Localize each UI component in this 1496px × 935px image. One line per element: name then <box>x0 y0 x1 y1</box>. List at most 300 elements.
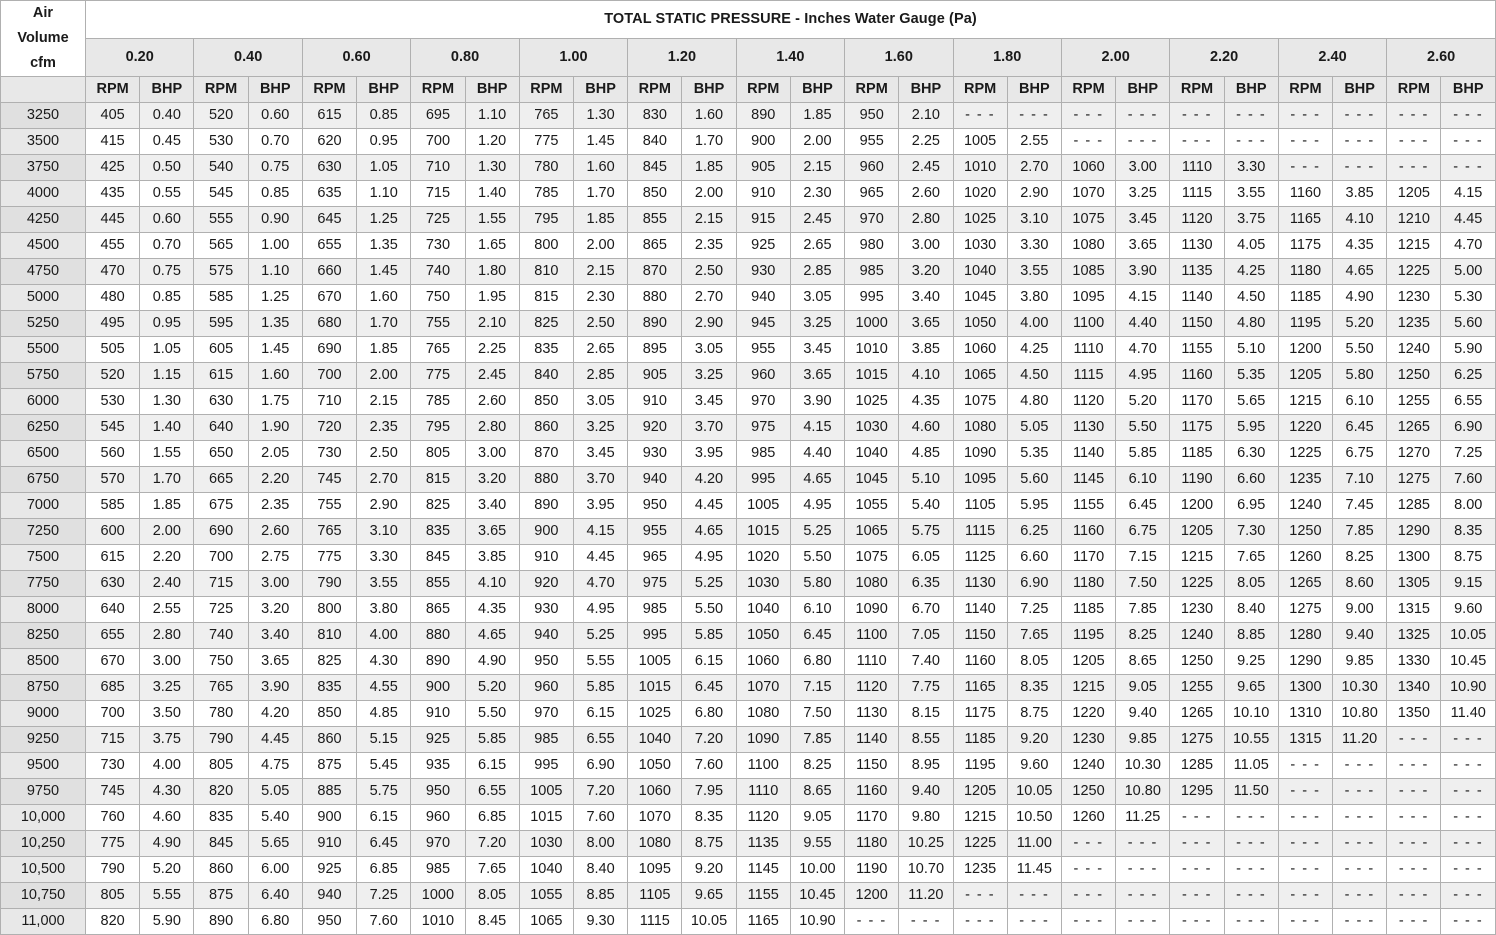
cell-rpm-6: 995 <box>736 467 790 493</box>
cell-rpm-7: 995 <box>845 285 899 311</box>
cell-bhp-7: 2.10 <box>899 103 953 129</box>
cell-rpm-4: 860 <box>519 415 573 441</box>
cell-bhp-8: 3.80 <box>1007 285 1061 311</box>
cell-bhp-1: 3.65 <box>248 649 302 675</box>
cell-rpm-0: 745 <box>86 779 140 805</box>
cell-rpm-6: 1090 <box>736 727 790 753</box>
cell-bhp-0: 2.40 <box>140 571 194 597</box>
air-volume-label-line1: Air <box>32 5 54 21</box>
cell-rpm-8: 1020 <box>953 181 1007 207</box>
cell-bhp-11: 5.20 <box>1333 311 1387 337</box>
cell-rpm-1: 545 <box>194 181 248 207</box>
cell-air-volume: 5750 <box>1 363 86 389</box>
cell-bhp-7: 4.35 <box>899 389 953 415</box>
cell-rpm-9: - - - <box>1061 883 1115 909</box>
cell-rpm-8: 1115 <box>953 519 1007 545</box>
cell-rpm-12: - - - <box>1387 155 1441 181</box>
cell-bhp-5: 8.75 <box>682 831 736 857</box>
cell-bhp-0: 2.20 <box>140 545 194 571</box>
cell-bhp-9: 9.05 <box>1116 675 1170 701</box>
cell-bhp-3: 2.80 <box>465 415 519 441</box>
cell-bhp-11: - - - <box>1333 779 1387 805</box>
cell-bhp-7: 8.15 <box>899 701 953 727</box>
cell-bhp-1: 3.00 <box>248 571 302 597</box>
cell-rpm-4: 810 <box>519 259 573 285</box>
cell-rpm-1: 650 <box>194 441 248 467</box>
cell-rpm-2: 700 <box>302 363 356 389</box>
cell-bhp-5: 1.85 <box>682 155 736 181</box>
cell-rpm-8: 1075 <box>953 389 1007 415</box>
cell-rpm-0: 790 <box>86 857 140 883</box>
cell-rpm-11: - - - <box>1278 155 1332 181</box>
cell-rpm-8: 1185 <box>953 727 1007 753</box>
rpm-subheader-9: RPM <box>1061 77 1115 103</box>
cell-rpm-5: 850 <box>628 181 682 207</box>
cell-bhp-7: 6.70 <box>899 597 953 623</box>
cell-bhp-12: 5.00 <box>1441 259 1496 285</box>
cell-bhp-1: 5.65 <box>248 831 302 857</box>
cell-rpm-7: 1170 <box>845 805 899 831</box>
cell-rpm-2: 755 <box>302 493 356 519</box>
cell-bhp-11: 5.50 <box>1333 337 1387 363</box>
cell-bhp-7: 3.40 <box>899 285 953 311</box>
cell-rpm-1: 750 <box>194 649 248 675</box>
cell-rpm-3: 775 <box>411 363 465 389</box>
cell-rpm-3: 815 <box>411 467 465 493</box>
cell-bhp-6: 4.95 <box>790 493 844 519</box>
cell-bhp-7: 7.75 <box>899 675 953 701</box>
cell-rpm-7: 1090 <box>845 597 899 623</box>
cell-bhp-6: 5.80 <box>790 571 844 597</box>
cell-bhp-7: 8.55 <box>899 727 953 753</box>
cell-rpm-4: 960 <box>519 675 573 701</box>
cell-bhp-12: - - - <box>1441 909 1496 935</box>
cell-rpm-12: 1240 <box>1387 337 1441 363</box>
cell-bhp-2: 1.70 <box>357 311 411 337</box>
cell-rpm-5: 840 <box>628 129 682 155</box>
cell-rpm-3: 985 <box>411 857 465 883</box>
cell-air-volume: 5250 <box>1 311 86 337</box>
cell-bhp-12: - - - <box>1441 103 1496 129</box>
cell-bhp-3: 5.50 <box>465 701 519 727</box>
cell-bhp-0: 0.75 <box>140 259 194 285</box>
cell-rpm-8: 1125 <box>953 545 1007 571</box>
cell-rpm-11: 1315 <box>1278 727 1332 753</box>
cell-bhp-1: 1.45 <box>248 337 302 363</box>
cell-bhp-3: 3.40 <box>465 493 519 519</box>
cell-bhp-8: 11.00 <box>1007 831 1061 857</box>
cell-bhp-4: 3.70 <box>573 467 627 493</box>
cell-bhp-0: 0.85 <box>140 285 194 311</box>
cell-rpm-12: 1325 <box>1387 623 1441 649</box>
cell-bhp-11: 6.10 <box>1333 389 1387 415</box>
cell-rpm-9: 1075 <box>1061 207 1115 233</box>
cell-rpm-8: 1080 <box>953 415 1007 441</box>
cell-bhp-2: 2.90 <box>357 493 411 519</box>
cell-bhp-0: 1.55 <box>140 441 194 467</box>
cell-rpm-11: - - - <box>1278 779 1332 805</box>
cell-air-volume: 6500 <box>1 441 86 467</box>
cell-rpm-10: - - - <box>1170 103 1224 129</box>
cell-rpm-0: 570 <box>86 467 140 493</box>
cell-air-volume: 8750 <box>1 675 86 701</box>
table-row <box>1 649 1496 675</box>
cell-bhp-1: 0.60 <box>248 103 302 129</box>
cell-rpm-2: 630 <box>302 155 356 181</box>
cell-bhp-3: 8.05 <box>465 883 519 909</box>
cell-rpm-0: 585 <box>86 493 140 519</box>
table-row <box>1 805 1496 831</box>
cell-rpm-4: 815 <box>519 285 573 311</box>
cell-rpm-12: - - - <box>1387 727 1441 753</box>
cell-bhp-7: 3.65 <box>899 311 953 337</box>
cell-rpm-2: 810 <box>302 623 356 649</box>
cell-bhp-11: 3.85 <box>1333 181 1387 207</box>
cell-bhp-9: - - - <box>1116 103 1170 129</box>
cell-rpm-8: 1140 <box>953 597 1007 623</box>
cell-bhp-4: 2.00 <box>573 233 627 259</box>
cell-rpm-8: 1150 <box>953 623 1007 649</box>
cell-bhp-7: 4.85 <box>899 441 953 467</box>
cell-rpm-6: 960 <box>736 363 790 389</box>
cell-rpm-8: 1090 <box>953 441 1007 467</box>
cell-rpm-11: 1220 <box>1278 415 1332 441</box>
cell-rpm-2: 900 <box>302 805 356 831</box>
cell-air-volume: 5000 <box>1 285 86 311</box>
cell-bhp-5: 5.25 <box>682 571 736 597</box>
cell-bhp-5: 9.65 <box>682 883 736 909</box>
table-row <box>1 441 1496 467</box>
cell-bhp-0: 0.70 <box>140 233 194 259</box>
cell-bhp-11: 4.10 <box>1333 207 1387 233</box>
rpm-subheader-12: RPM <box>1387 77 1441 103</box>
cell-bhp-2: 1.60 <box>357 285 411 311</box>
cell-bhp-5: 7.60 <box>682 753 736 779</box>
cell-rpm-4: 785 <box>519 181 573 207</box>
cell-rpm-1: 715 <box>194 571 248 597</box>
cell-bhp-2: 4.30 <box>357 649 411 675</box>
cell-rpm-6: 925 <box>736 233 790 259</box>
cell-bhp-10: - - - <box>1224 129 1278 155</box>
cell-bhp-6: 5.50 <box>790 545 844 571</box>
cell-bhp-3: 1.40 <box>465 181 519 207</box>
cell-rpm-9: 1155 <box>1061 493 1115 519</box>
cell-bhp-4: 4.95 <box>573 597 627 623</box>
cell-air-volume: 9500 <box>1 753 86 779</box>
cell-rpm-12: - - - <box>1387 857 1441 883</box>
cell-rpm-4: 985 <box>519 727 573 753</box>
cell-bhp-10: - - - <box>1224 909 1278 935</box>
cell-rpm-7: 1130 <box>845 701 899 727</box>
cell-rpm-10: - - - <box>1170 805 1224 831</box>
cell-rpm-9: 1215 <box>1061 675 1115 701</box>
cell-bhp-12: 6.25 <box>1441 363 1496 389</box>
cell-bhp-7: 6.35 <box>899 571 953 597</box>
cell-rpm-0: 480 <box>86 285 140 311</box>
cell-rpm-4: 870 <box>519 441 573 467</box>
cell-rpm-7: 1200 <box>845 883 899 909</box>
cell-bhp-8: 5.60 <box>1007 467 1061 493</box>
cell-bhp-10: 7.65 <box>1224 545 1278 571</box>
cell-air-volume: 10,000 <box>1 805 86 831</box>
cell-bhp-1: 1.60 <box>248 363 302 389</box>
cell-rpm-12: - - - <box>1387 805 1441 831</box>
cell-bhp-11: 4.35 <box>1333 233 1387 259</box>
cell-bhp-2: 1.85 <box>357 337 411 363</box>
cell-rpm-11: 1235 <box>1278 467 1332 493</box>
cell-bhp-0: 0.60 <box>140 207 194 233</box>
cell-rpm-3: 855 <box>411 571 465 597</box>
cell-rpm-4: 930 <box>519 597 573 623</box>
cell-bhp-3: 6.15 <box>465 753 519 779</box>
cell-rpm-0: 560 <box>86 441 140 467</box>
cell-bhp-10: 6.95 <box>1224 493 1278 519</box>
cell-rpm-4: 840 <box>519 363 573 389</box>
cell-rpm-9: - - - <box>1061 857 1115 883</box>
cell-air-volume: 7500 <box>1 545 86 571</box>
cell-rpm-11: 1160 <box>1278 181 1332 207</box>
cell-rpm-3: 960 <box>411 805 465 831</box>
cell-rpm-5: 1105 <box>628 883 682 909</box>
cell-rpm-7: 1100 <box>845 623 899 649</box>
cell-bhp-0: 0.50 <box>140 155 194 181</box>
cell-bhp-0: 0.55 <box>140 181 194 207</box>
cell-bhp-9: 11.25 <box>1116 805 1170 831</box>
cell-rpm-1: 690 <box>194 519 248 545</box>
cell-rpm-11: 1195 <box>1278 311 1332 337</box>
cell-rpm-9: 1220 <box>1061 701 1115 727</box>
cell-rpm-6: 900 <box>736 129 790 155</box>
cell-bhp-0: 1.85 <box>140 493 194 519</box>
bhp-subheader-5: BHP <box>682 77 736 103</box>
table-row <box>1 155 1496 181</box>
cell-rpm-12: 1205 <box>1387 181 1441 207</box>
cell-rpm-5: 1015 <box>628 675 682 701</box>
cell-bhp-3: 3.65 <box>465 519 519 545</box>
cell-rpm-3: 715 <box>411 181 465 207</box>
pressure-header-0: 0.20 <box>86 39 194 77</box>
cell-rpm-0: 520 <box>86 363 140 389</box>
cell-rpm-12: - - - <box>1387 831 1441 857</box>
cell-rpm-3: 825 <box>411 493 465 519</box>
cell-bhp-7: 9.40 <box>899 779 953 805</box>
cell-bhp-11: 4.90 <box>1333 285 1387 311</box>
cell-air-volume: 6000 <box>1 389 86 415</box>
cell-air-volume: 10,750 <box>1 883 86 909</box>
cell-bhp-12: - - - <box>1441 155 1496 181</box>
cell-air-volume: 7750 <box>1 571 86 597</box>
cell-bhp-3: 3.00 <box>465 441 519 467</box>
cell-rpm-0: 600 <box>86 519 140 545</box>
cell-bhp-0: 1.15 <box>140 363 194 389</box>
cell-rpm-9: 1195 <box>1061 623 1115 649</box>
cell-rpm-6: 975 <box>736 415 790 441</box>
rpm-subheader-10: RPM <box>1170 77 1224 103</box>
cell-bhp-11: 6.45 <box>1333 415 1387 441</box>
cell-rpm-10: 1240 <box>1170 623 1224 649</box>
cell-rpm-0: 730 <box>86 753 140 779</box>
cell-bhp-6: 4.40 <box>790 441 844 467</box>
cell-rpm-5: 1060 <box>628 779 682 805</box>
cell-bhp-3: 6.85 <box>465 805 519 831</box>
cell-rpm-10: 1190 <box>1170 467 1224 493</box>
cell-rpm-10: 1275 <box>1170 727 1224 753</box>
cell-rpm-12: 1305 <box>1387 571 1441 597</box>
cell-rpm-2: 800 <box>302 597 356 623</box>
cell-rpm-7: 1025 <box>845 389 899 415</box>
cell-bhp-7: 2.60 <box>899 181 953 207</box>
bhp-subheader-0: BHP <box>140 77 194 103</box>
cell-bhp-12: - - - <box>1441 857 1496 883</box>
bhp-subheader-3: BHP <box>465 77 519 103</box>
cell-bhp-2: 7.25 <box>357 883 411 909</box>
cell-bhp-11: 10.30 <box>1333 675 1387 701</box>
rpm-subheader-4: RPM <box>519 77 573 103</box>
cell-bhp-2: 3.55 <box>357 571 411 597</box>
cell-bhp-2: 6.45 <box>357 831 411 857</box>
cell-bhp-10: 6.30 <box>1224 441 1278 467</box>
cell-bhp-10: 4.05 <box>1224 233 1278 259</box>
cell-bhp-1: 3.90 <box>248 675 302 701</box>
cell-bhp-1: 2.20 <box>248 467 302 493</box>
cell-rpm-4: 1005 <box>519 779 573 805</box>
cell-rpm-6: 890 <box>736 103 790 129</box>
cell-bhp-12: - - - <box>1441 883 1496 909</box>
cell-bhp-4: 6.90 <box>573 753 627 779</box>
cell-bhp-8: 4.80 <box>1007 389 1061 415</box>
cell-bhp-0: 2.00 <box>140 519 194 545</box>
cell-rpm-4: 775 <box>519 129 573 155</box>
table-row <box>1 363 1496 389</box>
cell-rpm-3: 865 <box>411 597 465 623</box>
cell-bhp-5: 2.00 <box>682 181 736 207</box>
cell-bhp-8: - - - <box>1007 883 1061 909</box>
cell-bhp-3: 4.90 <box>465 649 519 675</box>
cell-rpm-12: - - - <box>1387 883 1441 909</box>
cell-rpm-0: 820 <box>86 909 140 935</box>
cell-bhp-0: 4.90 <box>140 831 194 857</box>
cell-rpm-5: 995 <box>628 623 682 649</box>
cell-bhp-9: 3.90 <box>1116 259 1170 285</box>
cell-bhp-12: - - - <box>1441 831 1496 857</box>
cell-rpm-12: - - - <box>1387 103 1441 129</box>
cell-bhp-9: 3.45 <box>1116 207 1170 233</box>
cell-bhp-12: 10.45 <box>1441 649 1496 675</box>
header-row-title <box>1 1 1496 39</box>
cell-bhp-6: 4.65 <box>790 467 844 493</box>
cell-bhp-3: 1.30 <box>465 155 519 181</box>
cell-rpm-4: 890 <box>519 493 573 519</box>
cell-rpm-0: 655 <box>86 623 140 649</box>
cell-bhp-2: 1.10 <box>357 181 411 207</box>
cell-rpm-7: 1055 <box>845 493 899 519</box>
cell-bhp-5: 1.60 <box>682 103 736 129</box>
cell-rpm-11: 1175 <box>1278 233 1332 259</box>
cell-bhp-10: 10.55 <box>1224 727 1278 753</box>
cell-bhp-7: 2.45 <box>899 155 953 181</box>
cell-bhp-3: 3.85 <box>465 545 519 571</box>
cell-rpm-3: 730 <box>411 233 465 259</box>
cell-rpm-8: 1225 <box>953 831 1007 857</box>
cell-bhp-3: 5.20 <box>465 675 519 701</box>
cell-rpm-9: 1115 <box>1061 363 1115 389</box>
cell-air-volume: 9250 <box>1 727 86 753</box>
cell-bhp-7: 2.80 <box>899 207 953 233</box>
cell-rpm-10: 1160 <box>1170 363 1224 389</box>
cell-bhp-7: 5.75 <box>899 519 953 545</box>
cell-bhp-9: 3.00 <box>1116 155 1170 181</box>
cell-bhp-4: 2.85 <box>573 363 627 389</box>
cell-rpm-10: - - - <box>1170 857 1224 883</box>
cell-rpm-5: 910 <box>628 389 682 415</box>
cell-air-volume: 10,500 <box>1 857 86 883</box>
air-volume-subheader <box>1 77 86 103</box>
cell-bhp-6: 3.90 <box>790 389 844 415</box>
cell-bhp-10: 6.60 <box>1224 467 1278 493</box>
cell-rpm-12: 1350 <box>1387 701 1441 727</box>
cell-bhp-4: 9.30 <box>573 909 627 935</box>
cell-bhp-8: 8.35 <box>1007 675 1061 701</box>
pressure-header-4: 1.00 <box>519 39 627 77</box>
cell-bhp-10: - - - <box>1224 103 1278 129</box>
cell-bhp-4: 5.25 <box>573 623 627 649</box>
cell-rpm-6: 1100 <box>736 753 790 779</box>
cell-bhp-0: 4.30 <box>140 779 194 805</box>
cell-rpm-4: 995 <box>519 753 573 779</box>
cell-bhp-6: 6.80 <box>790 649 844 675</box>
cell-rpm-0: 505 <box>86 337 140 363</box>
cell-bhp-6: 8.65 <box>790 779 844 805</box>
cell-rpm-6: 1030 <box>736 571 790 597</box>
table-row <box>1 857 1496 883</box>
table-row <box>1 597 1496 623</box>
cell-rpm-1: 875 <box>194 883 248 909</box>
cell-rpm-11: - - - <box>1278 883 1332 909</box>
table-row <box>1 181 1496 207</box>
cell-bhp-12: 5.60 <box>1441 311 1496 337</box>
cell-bhp-4: 1.70 <box>573 181 627 207</box>
cell-rpm-0: 775 <box>86 831 140 857</box>
cell-rpm-7: 965 <box>845 181 899 207</box>
cell-rpm-11: - - - <box>1278 103 1332 129</box>
cell-bhp-1: 6.40 <box>248 883 302 909</box>
cell-rpm-0: 545 <box>86 415 140 441</box>
cell-bhp-3: 4.65 <box>465 623 519 649</box>
cell-bhp-4: 8.00 <box>573 831 627 857</box>
cell-rpm-12: 1215 <box>1387 233 1441 259</box>
cell-bhp-7: 4.60 <box>899 415 953 441</box>
cell-bhp-12: 11.40 <box>1441 701 1496 727</box>
cell-rpm-6: 910 <box>736 181 790 207</box>
cell-bhp-11: - - - <box>1333 857 1387 883</box>
cell-bhp-6: 2.15 <box>790 155 844 181</box>
cell-bhp-1: 3.20 <box>248 597 302 623</box>
cell-bhp-12: - - - <box>1441 753 1496 779</box>
cell-rpm-3: 740 <box>411 259 465 285</box>
cell-bhp-4: 1.60 <box>573 155 627 181</box>
cell-rpm-8: 1040 <box>953 259 1007 285</box>
cell-bhp-6: 7.50 <box>790 701 844 727</box>
cell-bhp-11: 11.20 <box>1333 727 1387 753</box>
cell-bhp-12: 7.60 <box>1441 467 1496 493</box>
cell-bhp-6: 4.15 <box>790 415 844 441</box>
cell-air-volume: 4750 <box>1 259 86 285</box>
cell-bhp-6: 5.25 <box>790 519 844 545</box>
cell-bhp-1: 4.45 <box>248 727 302 753</box>
cell-rpm-4: 880 <box>519 467 573 493</box>
cell-rpm-1: 700 <box>194 545 248 571</box>
cell-bhp-0: 1.70 <box>140 467 194 493</box>
